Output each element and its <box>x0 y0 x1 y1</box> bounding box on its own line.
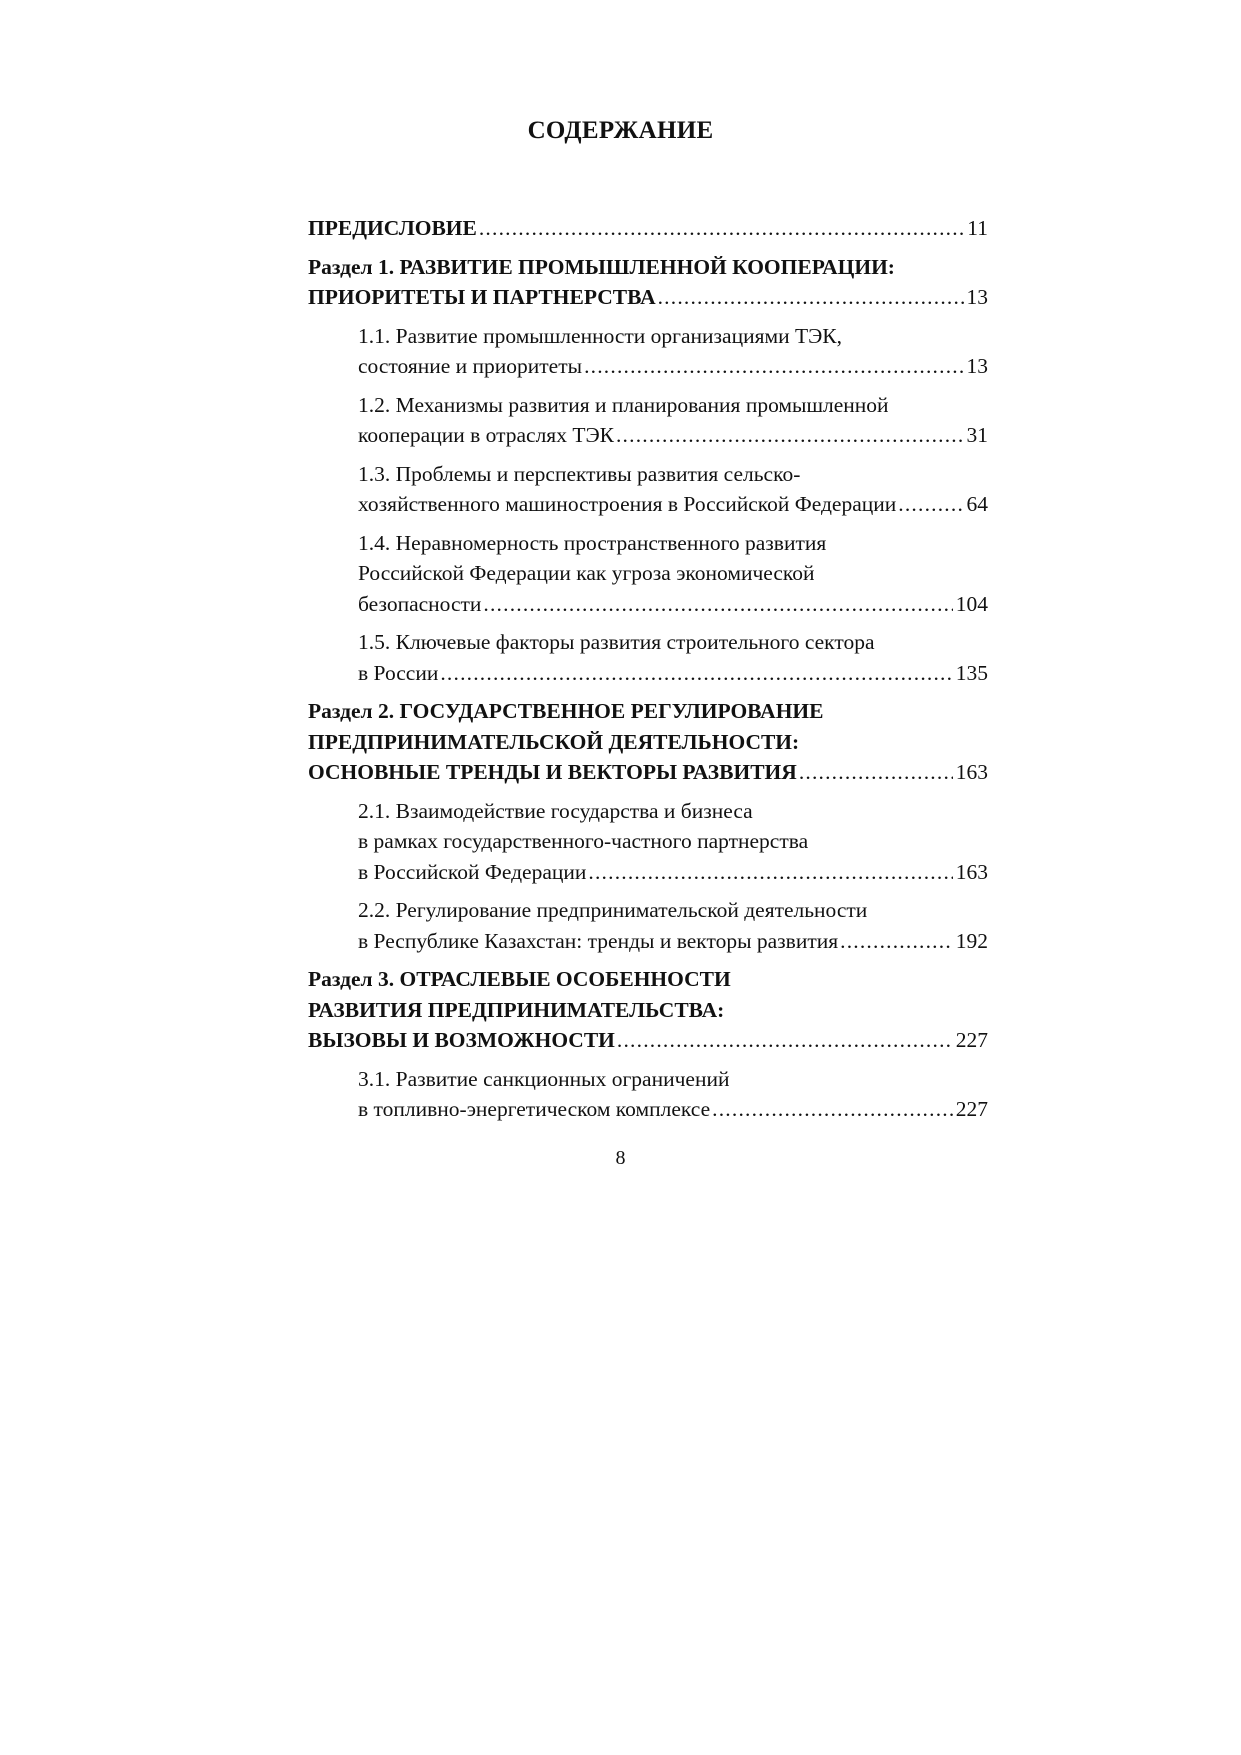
toc-entry-title-line: 3.1. Развитие санкционных ограничений <box>358 1066 730 1091</box>
toc-entry-1-4[interactable] <box>308 528 988 620</box>
toc-leader-dots <box>483 589 952 620</box>
toc-entry-title-line: 1.1. Развитие промышленности организациями ТЭК, <box>358 323 843 348</box>
toc-leader-dots <box>588 857 952 888</box>
page-title: СОДЕРЖАНИЕ <box>527 117 714 144</box>
toc-entry-title-line: кооперации в отраслях ТЭК <box>358 423 614 447</box>
toc-entry-title-line: 1.2. Механизмы развития и планирования промышленной <box>358 392 889 417</box>
toc-entry-title-line: состояние и приоритеты <box>358 354 583 378</box>
toc-entry-section-3[interactable] <box>308 964 988 1056</box>
toc-entry-title-line: Раздел 3. ОТРАСЛЕВЫЕ ОСОБЕННОСТИ <box>308 967 731 991</box>
toc-entry-title-line: ВЫЗОВЫ И ВОЗМОЖНОСТИ <box>308 1028 615 1052</box>
toc-entry-1-2[interactable] <box>308 390 988 451</box>
toc-page-number: 227 <box>955 1097 988 1121</box>
toc-entry-title-line: в рамках государственного-частного партнерства <box>358 829 809 853</box>
toc-leader-dots <box>658 282 964 313</box>
toc-entry-title-line: Раздел 2. ГОСУДАРСТВЕННОЕ РЕГУЛИРОВАНИЕ <box>308 699 824 723</box>
toc-leader-dots <box>799 757 953 788</box>
toc-leader-dots <box>440 658 952 689</box>
toc-entry-title-line: 1.3. Проблемы и перспективы развития сельско- <box>358 461 801 486</box>
toc-entry-1-1[interactable] <box>308 321 988 382</box>
toc-entry-title-line: ПРИОРИТЕТЫ И ПАРТНЕРСТВА <box>308 285 656 309</box>
toc-leader-dots <box>617 1025 953 1056</box>
toc-entry-title-line: ПРЕДПРИНИМАТЕЛЬСКОЙ ДЕЯТЕЛЬНОСТИ: <box>308 729 800 754</box>
toc-page-number: 104 <box>955 591 988 616</box>
toc-entry-title-line: 2.1. Взаимодействие государства и бизнеса <box>358 798 753 823</box>
toc-entry-3-1[interactable] <box>308 1064 988 1125</box>
toc-entry-2-2[interactable] <box>308 895 988 956</box>
toc-entry-title-line: в Республике Казахстан: тренды и векторы развития <box>358 928 839 953</box>
toc-page-number: 227 <box>955 1028 988 1052</box>
toc-page-number: 163 <box>955 859 988 884</box>
toc-page-number: 31 <box>966 423 988 447</box>
toc-entry-1-5[interactable] <box>308 627 988 688</box>
toc-entry-2-1[interactable] <box>308 796 988 888</box>
toc-entry-title-line: безопасности <box>358 591 482 616</box>
toc-entry-title-line: хозяйственного машиностроения в Российской Федерации <box>358 492 897 516</box>
toc-page-number: 64 <box>966 492 988 516</box>
toc-leader-dots <box>712 1094 953 1125</box>
toc-leader-dots <box>616 420 964 451</box>
toc-entry-1-3[interactable] <box>308 459 988 520</box>
toc-entry-section-2[interactable] <box>308 696 988 788</box>
toc-entry-title-line: 1.4. Неравномерность пространственного развития <box>358 530 827 555</box>
toc-entry-title: ПРЕДИСЛОВИЕ <box>308 216 477 240</box>
toc-leader-dots <box>479 213 964 244</box>
toc-leader-dots <box>898 489 963 520</box>
toc-entry-section-1[interactable] <box>308 252 988 313</box>
toc-page-number: 192 <box>955 928 988 953</box>
toc-leader-dots <box>584 351 963 382</box>
toc-page-number: 11 <box>967 216 988 240</box>
toc-leader-dots <box>840 926 953 957</box>
toc-page-number: 13 <box>966 354 988 378</box>
toc-page-number: 163 <box>955 760 988 784</box>
toc-entry-title-line: ОСНОВНЫЕ ТРЕНДЫ И ВЕКТОРЫ РАЗВИТИЯ <box>308 760 797 784</box>
toc-page-number: 13 <box>966 285 988 309</box>
toc-entry-title-line: в топливно-энергетическом комплексе <box>358 1097 711 1121</box>
toc-page-number: 135 <box>955 660 988 685</box>
page-number: 8 <box>615 1147 626 1169</box>
toc-entry-title-line: Российской Федерации как угроза экономической <box>358 561 815 585</box>
toc-entry-title-line: в России <box>358 660 439 685</box>
toc-entry-title-line: Раздел 1. РАЗВИТИЕ ПРОМЫШЛЕННОЙ КООПЕРАЦИИ: <box>308 254 895 279</box>
toc-entry-title-line: РАЗВИТИЯ ПРЕДПРИНИМАТЕЛЬСТВА: <box>308 997 725 1022</box>
toc-entry-title-line: 1.5. Ключевые факторы развития строительного сектора <box>358 630 875 654</box>
toc-entry-title-line: 2.2. Регулирование предпринимательской деятельности <box>358 898 868 922</box>
toc-entry-title-line: в Российской Федерации <box>358 859 587 884</box>
toc-entry-preface[interactable] <box>308 213 988 244</box>
table-of-contents <box>308 213 988 1133</box>
